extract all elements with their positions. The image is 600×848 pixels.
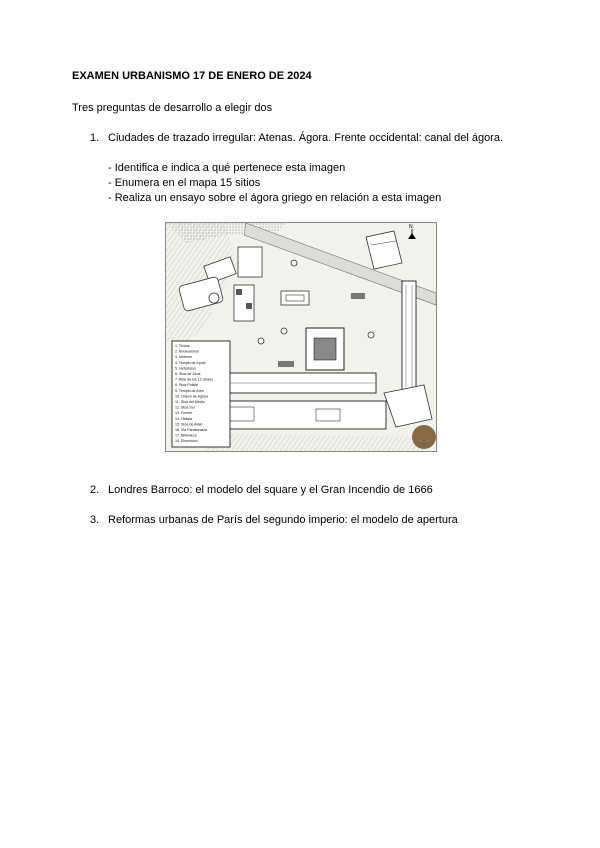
temple-center xyxy=(281,291,309,305)
building-west-2 xyxy=(238,247,262,277)
intro-text: Tres preguntas de desarrollo a elegir dos xyxy=(72,102,273,114)
question-number: 1. xyxy=(90,132,100,144)
task-item: - Realiza un ensayo sobre el ágora griego en relación a esta imagen xyxy=(108,192,442,204)
page-title: EXAMEN URBANISMO 17 DE ENERO DE 2024 xyxy=(72,70,312,82)
question-number: 2. xyxy=(90,484,100,496)
legend-entry: 14. Heliaia xyxy=(175,416,192,421)
legend-entry: 7. Altar de los 12 dioses xyxy=(175,377,214,382)
legend-entry: 5. Hefesteion xyxy=(175,366,197,371)
task-item: - Enumera en el mapa 15 sitios xyxy=(108,177,261,189)
legend-entry: 3. Metroon xyxy=(175,355,193,360)
legend-entry: 6. Stoa de Zeus xyxy=(175,372,201,376)
question-3 xyxy=(90,514,458,526)
photo-inset xyxy=(412,425,436,449)
legend-entry: 11. Stoa del Medio xyxy=(175,400,205,404)
task-item: - Identifica e indica a qué pertenece esta imagen xyxy=(108,162,346,174)
agora-map-image xyxy=(165,222,437,452)
legend-entry: 17. Biblioteca xyxy=(175,433,197,438)
legend-entry: 1. Tholos xyxy=(175,344,190,348)
legend-entry: 8. Stoa Poikile xyxy=(175,383,198,388)
legend-entry: 9. Templo de Ares xyxy=(175,388,204,393)
legend-entry: 10. Odeon de Agripa xyxy=(175,394,208,399)
legend-entry: 15. Stoa de Atalo xyxy=(175,422,203,427)
question-text: Ciudades de trazado irregular: Atenas. Ágora. Frente occidental: canal del ágora. xyxy=(108,132,504,144)
legend-entry: 16. Via Panatenaica xyxy=(175,428,208,432)
stoa-east xyxy=(402,281,416,391)
question-2 xyxy=(90,484,433,496)
legend-entry: 18. Eleusinion xyxy=(175,439,198,444)
legend-entry: 12. Stoa Sur xyxy=(175,405,195,410)
legend-entry: 2. Bouleuterion xyxy=(175,349,200,354)
legend-entry: 4. Templo de Apolo xyxy=(175,360,206,365)
south-stoa xyxy=(216,401,386,429)
question-number: 3. xyxy=(90,514,100,526)
north-label: N xyxy=(409,224,413,230)
legend-entry: 13. Fuente xyxy=(175,411,193,416)
agora-plan-drawing xyxy=(166,223,436,451)
question-1 xyxy=(90,132,503,144)
question-text: Londres Barroco: el modelo del square y el Gran Incendio de 1666 xyxy=(108,484,433,496)
question-text: Reformas urbanas de París del segundo imperio: el modelo de apertura xyxy=(108,514,458,526)
